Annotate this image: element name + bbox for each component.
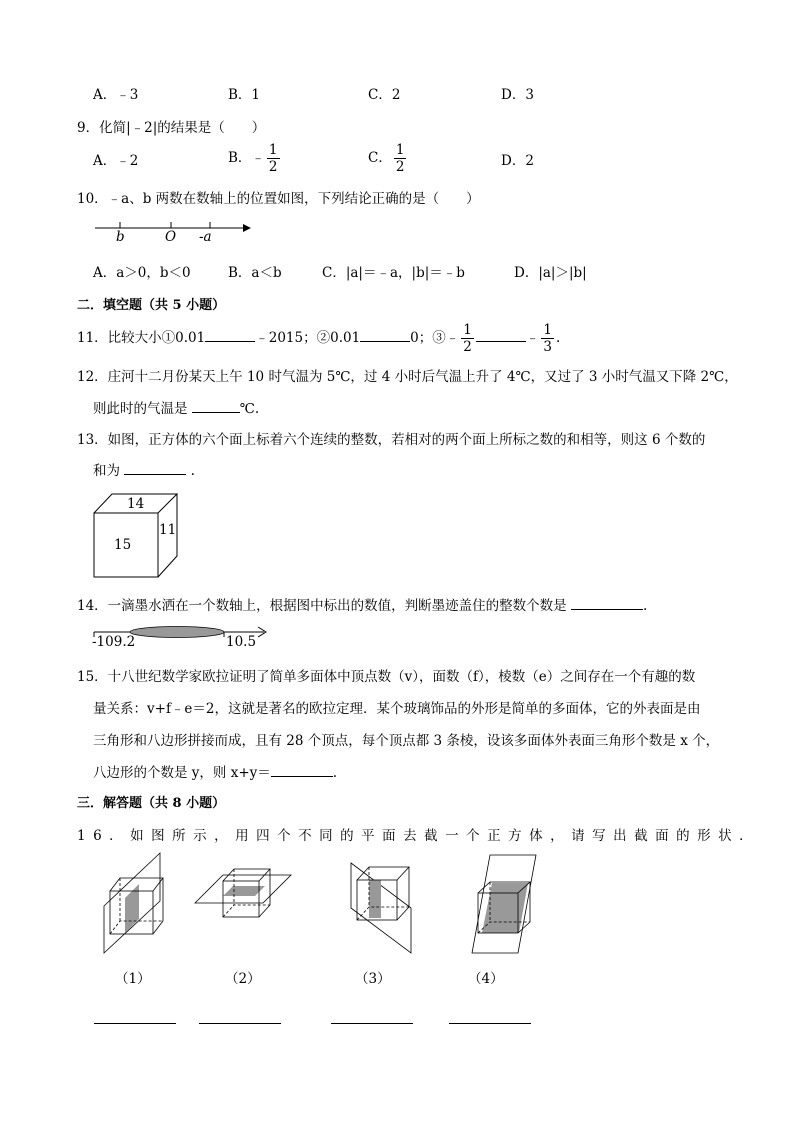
q11-blank-1[interactable]: [205, 327, 255, 342]
q15-line-2: 量关系：v+f﹣e＝2，这就是著名的欧拉定理．某个玻璃饰品的外形是简单的多面体，它的外表面是由: [93, 701, 701, 717]
q9-b-num: 1: [268, 142, 278, 158]
q16-figure-1: [92, 853, 172, 963]
section-3-heading: 三．解答题（共 8 小题）: [77, 796, 226, 811]
q16-label-3: （3）: [355, 971, 391, 987]
q16-label-2: （2）: [225, 971, 261, 987]
q16-answer-blank-1[interactable]: [94, 1023, 176, 1024]
q14-left-value: -109.2: [92, 634, 136, 650]
q14-blank[interactable]: [571, 595, 643, 610]
q9-stem: 9．化简|﹣2|的结果是（ ）: [77, 120, 266, 136]
q16-answer-blank-3[interactable]: [331, 1023, 413, 1024]
q10-option-c: C．|a|＝﹣a，|b|＝﹣b: [322, 265, 465, 281]
q9-c-num: 1: [395, 142, 405, 158]
q13-cube-front: 15: [114, 537, 132, 553]
q9-b-fraction: [267, 142, 280, 175]
q8-option-b: B．1: [228, 87, 261, 103]
q10-option-b: B．a＜b: [228, 265, 282, 281]
q14-end: .: [642, 598, 648, 614]
q9-b-den: 2: [268, 159, 278, 175]
q15-line-3: 三角形和八边形拼接而成，且有 28 个顶点，每个顶点都 3 条棱，设该多面体外表面三角形个数是 x 个，: [93, 733, 720, 749]
q9-option-a: A．﹣2: [93, 153, 139, 169]
q11-frac-2: [541, 322, 554, 355]
q9-option-d: D．2: [501, 153, 534, 169]
q13-blank[interactable]: [124, 460, 186, 475]
q12-line-2a: 则此时的气温是: [93, 401, 188, 417]
q12-line-2: [93, 397, 259, 417]
q8-option-d: D．3: [501, 87, 534, 103]
q11-part1: 11．比较大小①0.01: [77, 330, 206, 346]
q11: [77, 322, 560, 355]
q15-line-4: [93, 761, 337, 781]
q11-frac-1: [461, 322, 474, 355]
q12-blank[interactable]: [192, 398, 240, 413]
q10-label-neg-a: -a: [199, 229, 212, 245]
q11-d2: 3: [543, 339, 552, 355]
q16-figure-2: [193, 855, 293, 940]
q16-answer-blank-4[interactable]: [449, 1023, 531, 1024]
q15-line-4a: 八边形的个数是 y，则 x+y＝: [93, 765, 271, 781]
q11-n1: 1: [463, 322, 472, 338]
q13-line-2b: .: [190, 463, 195, 479]
q9-b-prefix: B．﹣: [228, 150, 265, 166]
q15-line-1: 15．十八世纪数学家欧拉证明了简单多面体中顶点数（v），面数（f），棱数（e）之间存在一个有趣的数: [77, 669, 696, 685]
q9-c-prefix: C．: [368, 150, 392, 166]
q11-part3: 0；③﹣: [410, 330, 460, 346]
q16-answer-blank-2[interactable]: [199, 1023, 281, 1024]
q11-blank-3[interactable]: [476, 327, 526, 342]
q8-option-a: A．﹣3: [93, 87, 139, 103]
q13-cube-side: 11: [159, 522, 177, 538]
q16-label-1: （1）: [115, 971, 151, 987]
q10-option-a: A．a＞0，b＜0: [93, 265, 191, 281]
q13-line-1: 13．如图，正方体的六个面上标着六个连续的整数，若相对的两个面上所标之数的和相等，则这 6 个数的: [77, 432, 706, 448]
q11-blank-2[interactable]: [360, 327, 410, 342]
q10-option-d: D．|a|＞|b|: [514, 265, 587, 281]
q13-line-2a: 和为: [93, 463, 120, 479]
q16-label-4: （4）: [468, 971, 504, 987]
q10-label-b: b: [116, 229, 125, 245]
q10-label-o: O: [165, 229, 177, 245]
q16-stem: 16．如图所示，用四个不同的平面去截一个正方体，请写出截面的形状．: [77, 828, 761, 844]
q13-line-2: [93, 459, 195, 479]
q9-c-fraction: [394, 142, 407, 175]
q11-part4: ﹣: [525, 330, 540, 346]
section-2-heading: 二．填空题（共 5 小题）: [77, 298, 226, 313]
q12-line-1: 12．庄河十二月份某天上午 10 时气温为 5℃，过 4 小时后气温上升了 4℃，又过了 3 小时气温又下降 2℃，: [77, 369, 738, 385]
q11-part2: ﹣2015；②0.01: [255, 330, 361, 346]
q14-ink-blot: [130, 627, 224, 638]
q15-blank[interactable]: [271, 762, 333, 777]
q14-right-value: 10.5: [226, 634, 257, 650]
q16-figure-3: [345, 853, 425, 958]
q8-option-c: C．2: [368, 87, 401, 103]
q14-stem: 14．一滴墨水洒在一个数轴上，根据图中标出的数值，判断墨迹盖住的整数个数是: [77, 598, 567, 614]
q11-n2: 1: [543, 322, 552, 338]
q9-option-c: [368, 142, 408, 175]
q15-line-4b: .: [332, 765, 338, 781]
q12-line-2b: ℃.: [239, 401, 260, 417]
q14-text: [77, 594, 647, 614]
q16-figure-4: [468, 853, 548, 958]
q11-d1: 2: [463, 339, 472, 355]
q9-c-den: 2: [395, 159, 405, 175]
q10-stem: 10．﹣a、b 两数在数轴上的位置如图，下列结论正确的是（ ）: [77, 191, 480, 207]
q9-option-b: [228, 142, 282, 175]
q11-part5: .: [555, 330, 561, 346]
q13-cube-top: 14: [127, 496, 145, 512]
